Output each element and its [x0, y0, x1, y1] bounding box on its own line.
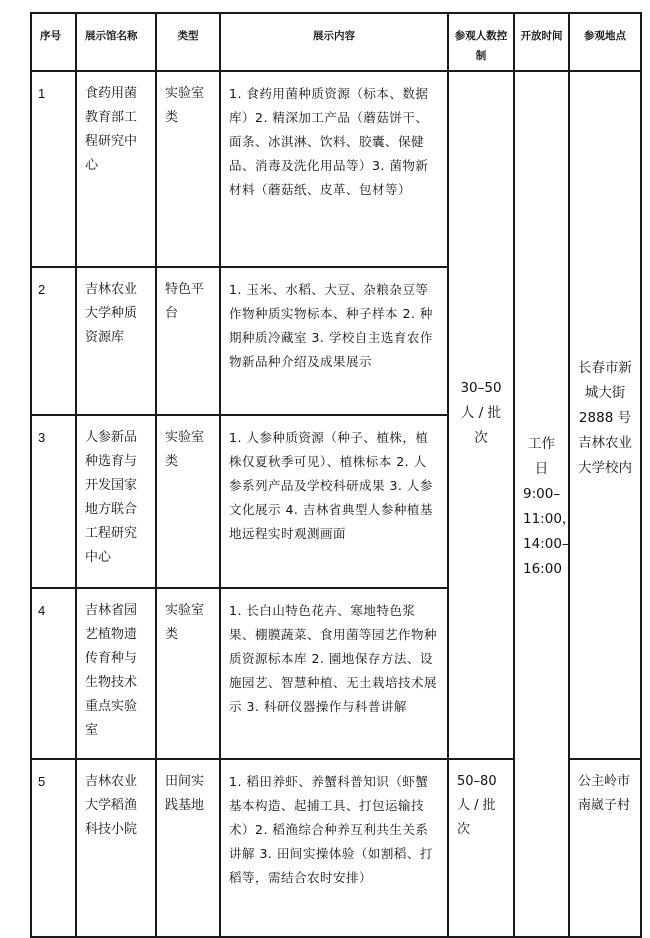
people-limit-group-2: 50–80 人 / 批次	[448, 759, 514, 937]
header-people: 参观人数控制	[448, 13, 514, 71]
row-type: 实验室类	[156, 415, 220, 588]
row-no: 5	[31, 759, 76, 937]
row-name: 吉林农业大学种质资源库	[76, 267, 156, 415]
row-content: 1. 长白山特色花卉、寒地特色浆果、棚膜蔬菜、食用菌等园艺作物种质资源标本库 2. 園地保存方法、设施园艺、智慧种植、无土栽培技术展示 3. 科研仪器操作与科普讲解	[220, 588, 448, 759]
table-row	[31, 71, 641, 267]
row-content: 1. 玉米、水稻、大豆、杂粮杂豆等作物种质实物标本、种子样本 2. 种期种质冷藏室 3. 学校自主选育农作物新品种介绍及成果展示	[220, 267, 448, 415]
row-type: 实验室类	[156, 588, 220, 759]
row-type: 田间实践基地	[156, 759, 220, 937]
header-hours: 开放时间	[514, 13, 569, 71]
row-type: 特色平台	[156, 267, 220, 415]
row-type: 实验室类	[156, 71, 220, 267]
location-group-2: 公主岭市南崴子村	[569, 759, 641, 937]
row-content: 1. 食药用菌种质资源（标本、数据库）2. 精深加工产品（蘑菇饼干、面条、冰淇淋、饮料、胶囊、保健品、消毒及洗化用品等）3. 菌物新材料（蘑菇纸、皮革、包材等）	[220, 71, 448, 267]
header-location: 参观地点	[569, 13, 641, 71]
row-content: 1. 稻田养虾、养蟹科普知识（虾蟹基本构造、起捕工具、打包运输技术）2. 稻渔综合种养互利共生关系讲解 3. 田间实操体验（如割稻、打稻等，需结合农时安排）	[220, 759, 448, 937]
row-name: 吉林农业大学稻渔科技小院	[76, 759, 156, 937]
document-page	[30, 12, 640, 938]
venue-table	[30, 12, 642, 938]
row-no: 2	[31, 267, 76, 415]
header-content: 展示内容	[220, 13, 448, 71]
location-group-1: 长春市新城大街 2888 号吉林农业大学校内	[569, 71, 641, 759]
row-name: 人参新品种选育与开发国家地方联合工程研究中心	[76, 415, 156, 588]
header-name: 展示馆名称	[76, 13, 156, 71]
row-name: 食药用菌教育部工程研究中心	[76, 71, 156, 267]
people-limit-group-1: 30–50 人 / 批次	[448, 71, 514, 759]
row-no: 1	[31, 71, 76, 267]
row-no: 3	[31, 415, 76, 588]
row-content: 1. 人参种质资源（种子、植株，植株仅夏秋季可见）、植株标本 2. 人参系列产品及学校科研成果 3. 人参文化展示 4. 吉林省典型人参种植基地远程实时观测画面	[220, 415, 448, 588]
row-no: 4	[31, 588, 76, 759]
opening-hours: 工作日 9:00–11:00，14:00–16:00	[514, 71, 569, 937]
row-name: 吉林省园艺植物遗传育种与生物技术重点实验室	[76, 588, 156, 759]
header-no: 序号	[31, 13, 76, 71]
table-header-row	[31, 13, 641, 71]
header-type: 类型	[156, 13, 220, 71]
